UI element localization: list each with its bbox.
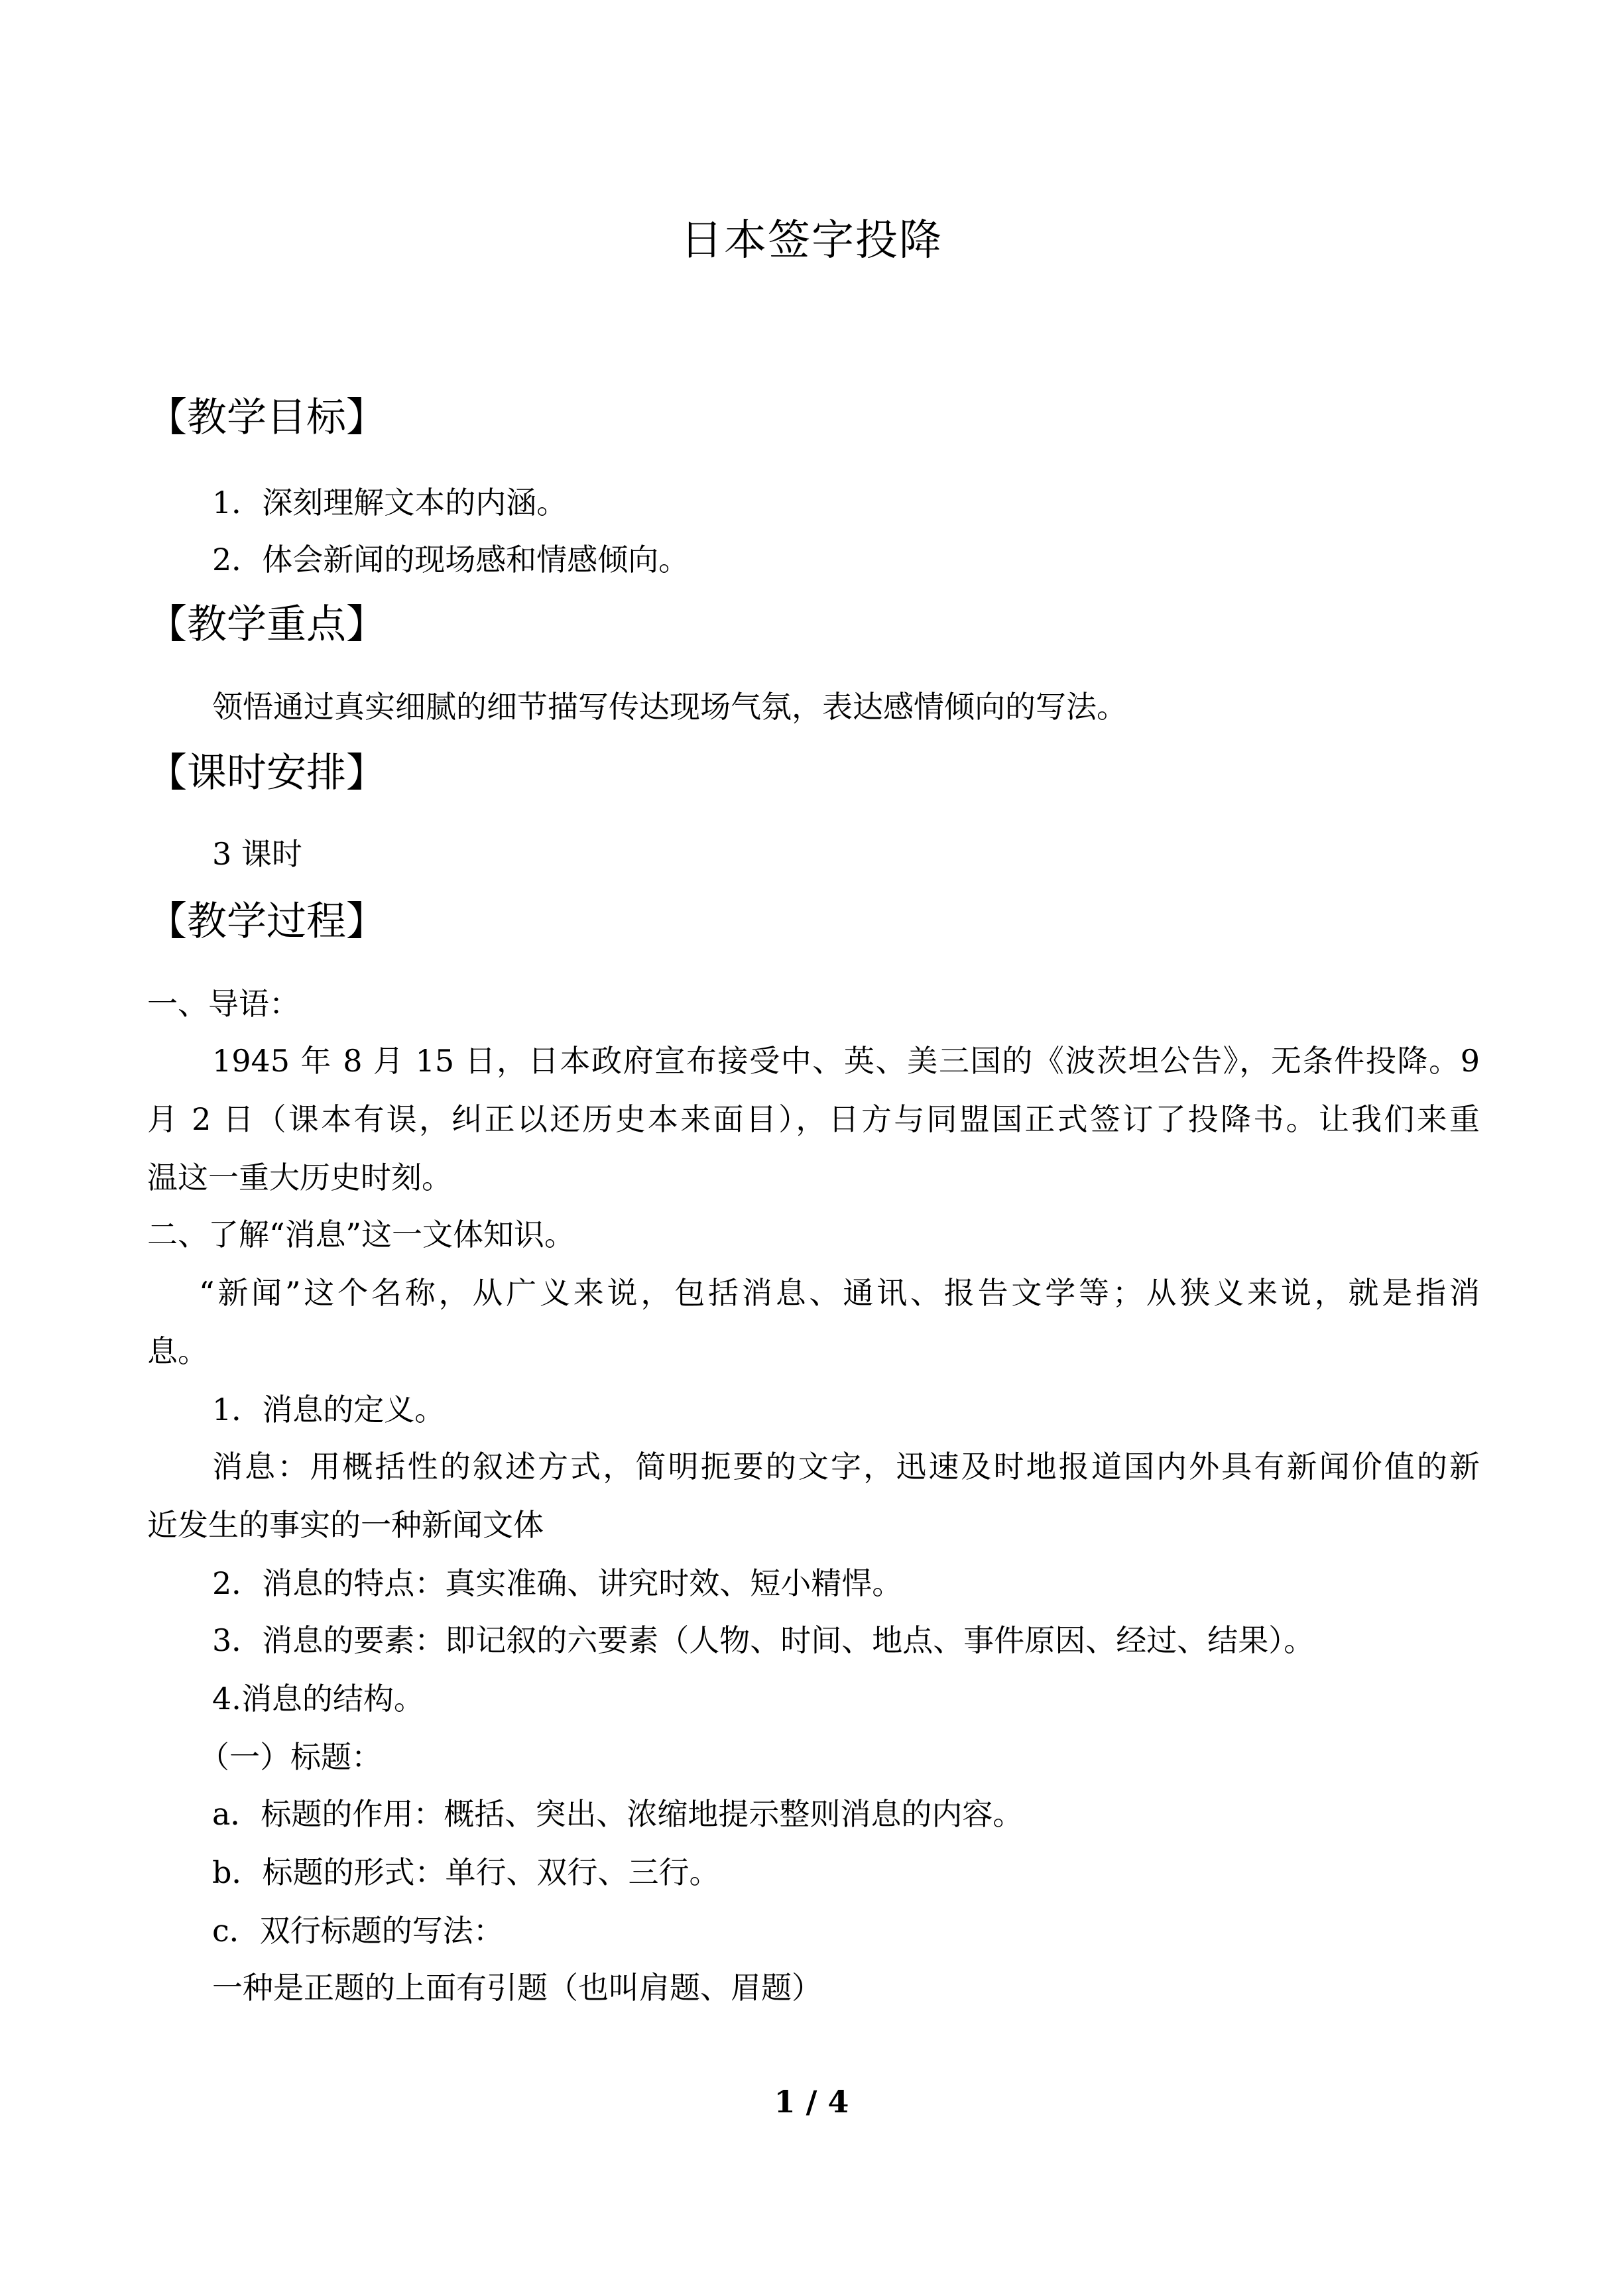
list-item: 4.消息的结构。 bbox=[212, 1681, 424, 1717]
heading-objectives: 【教学目标】 bbox=[147, 394, 386, 441]
paragraph-line: 近发生的事实的一种新闻文体 bbox=[147, 1507, 544, 1543]
process-part2-title: 二、了解“消息”这一文体知识。 bbox=[147, 1217, 575, 1252]
paragraph-line: 息。 bbox=[147, 1333, 208, 1369]
list-item: b．标题的形式：单行、双行、三行。 bbox=[212, 1854, 720, 1890]
paragraph-line: 一种是正题的上面有引题（也叫肩题、眉题） bbox=[212, 1970, 822, 2006]
list-item: 3．消息的要素：即记叙的六要素（人物、时间、地点、事件原因、经过、结果）。 bbox=[212, 1622, 1315, 1658]
objective-item-2: 2．体会新闻的现场感和情感倾向。 bbox=[212, 542, 690, 577]
paragraph-line: “新闻”这个名称，从广义来说，包括消息、通讯、报告文学等；从狭义来说，就是指消 bbox=[199, 1275, 1480, 1311]
paragraph-line: 1945 年 8 月 15 日，日本政府宣布接受中、英、美三国的《波茨坦公告》，无条件投降。9 bbox=[212, 1043, 1480, 1079]
document-title: 日本签字投降 bbox=[680, 216, 943, 265]
heading-focus: 【教学重点】 bbox=[147, 601, 386, 648]
process-part1-title: 一、导语： bbox=[147, 986, 300, 1022]
list-item: a．标题的作用：概括、突出、浓缩地提示整则消息的内容。 bbox=[212, 1796, 1024, 1832]
paragraph-line: 温这一重大历史时刻。 bbox=[147, 1160, 452, 1195]
paragraph-line: 月 2 日（课本有误，纠正以还历史本来面目），日方与同盟国正式签订了投降书。让我们来重 bbox=[147, 1101, 1480, 1137]
focus-text: 领悟通过真实细腻的细节描写传达现场气氛，表达感情倾向的写法。 bbox=[212, 689, 1127, 725]
sub-heading: （一）标题： bbox=[199, 1739, 382, 1775]
list-item: 1．消息的定义。 bbox=[212, 1392, 446, 1427]
schedule-text: 3 课时 bbox=[212, 836, 302, 872]
page-number: 1 / 4 bbox=[774, 2084, 849, 2120]
heading-process: 【教学过程】 bbox=[147, 898, 386, 945]
objective-item-1: 1．深刻理解文本的内涵。 bbox=[212, 485, 568, 520]
list-item: 2．消息的特点：真实准确、讲究时效、短小精悍。 bbox=[212, 1565, 903, 1601]
paragraph-line: 消息：用概括性的叙述方式，简明扼要的文字，迅速及时地报道国内外具有新闻价值的新 bbox=[212, 1449, 1480, 1484]
list-item: c．双行标题的写法： bbox=[212, 1913, 504, 1949]
heading-schedule: 【课时安排】 bbox=[147, 750, 386, 796]
